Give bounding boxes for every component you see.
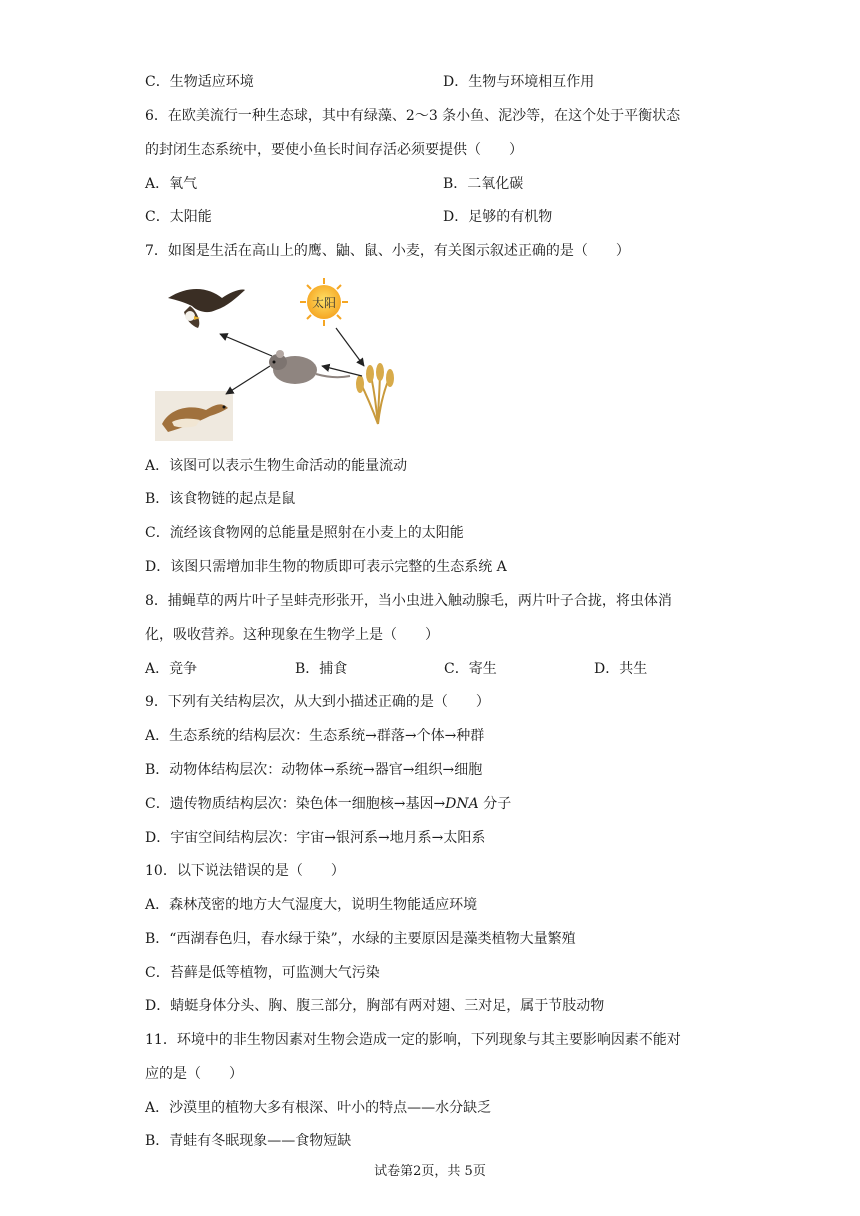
wheat-image [356, 363, 394, 424]
q9-option-c [145, 794, 511, 814]
q7-stem: 7．如图是生活在高山上的鹰、鼬、鼠、小麦，有关图示叙述正确的是（ ） [145, 243, 630, 259]
q9-option-c-suffix: 分子 [478, 796, 512, 812]
q10-option-b: B．“西湖春色归，春水绿于染”，水绿的主要原因是藻类植物大量繁殖 [145, 931, 576, 947]
q8-stem-line1: 8．捕蝇草的两片叶子呈蚌壳形张开，当小虫进入触动腺毛，两片叶子合拢，将虫体消 [145, 593, 672, 609]
q7-option-b: B．该食物链的起点是鼠 [145, 491, 296, 507]
eagle-image [168, 289, 245, 328]
q10-stem: 10．以下说法错误的是（ ） [145, 863, 345, 879]
q5-option-d: D．生物与环境相互作用 [443, 74, 595, 90]
q9-stem: 9．下列有关结构层次，从大到小描述正确的是（ ） [145, 694, 490, 710]
q9-option-c-text: C．遗传物质结构层次：染色体一细胞核→基因→ [145, 796, 446, 812]
q6-option-a: A．氧气 [145, 176, 198, 192]
q6-stem-line1: 6．在欧美流行一种生态球，其中有绿藻、2～3 条小鱼、泥沙等，在这个处于平衡状态 [145, 108, 681, 124]
q5-option-c: C．生物适应环境 [145, 74, 254, 90]
q6-option-d: D．足够的有机物 [443, 209, 553, 225]
q8-option-c: C．寄生 [444, 661, 497, 677]
q6-stem-line2: 的封闭生态系统中，要使小鱼长时间存活必须要提供（ ） [145, 142, 523, 158]
q10-option-d: D．蜻蜓身体分头、胸、腹三部分，胸部有两对翅、三对足，属于节肢动物 [145, 998, 605, 1014]
arrow-sun-to-wheat [336, 328, 364, 366]
q8-option-b: B．捕食 [295, 661, 348, 677]
food-web-figure [150, 276, 400, 446]
q7-option-a: A．该图可以表示生物生命活动的能量流动 [145, 458, 408, 474]
q11-stem-line1: 11．环境中的非生物因素对生物会造成一定的影响，下列现象与其主要影响因素不能对 [145, 1032, 681, 1048]
arrow-mouse-to-weasel [226, 366, 270, 394]
q6-option-b: B．二氧化碳 [443, 176, 524, 192]
q10-option-a: A．森林茂密的地方大气湿度大，说明生物能适应环境 [145, 897, 478, 913]
weasel-image [155, 391, 233, 441]
q11-option-b: B．青蛙有冬眠现象——食物短缺 [145, 1133, 352, 1149]
q11-option-a: A．沙漠里的植物大多有根深、叶小的特点——水分缺乏 [145, 1100, 492, 1116]
q7-option-c: C．流经该食物网的总能量是照射在小麦上的太阳能 [145, 525, 464, 541]
mouse-image [269, 350, 350, 384]
dna-term: DNA [445, 796, 479, 812]
food-web-diagram [150, 276, 400, 446]
sun-icon [300, 278, 348, 326]
q8-option-d: D．共生 [594, 661, 648, 677]
arrow-wheat-to-mouse [322, 366, 362, 376]
q8-option-a: A．竞争 [145, 661, 198, 677]
q11-stem-line2: 应的是（ ） [145, 1066, 243, 1082]
sun-label: 太阳 [311, 296, 337, 310]
q8-stem-line2: 化，吸收营养。这种现象在生物学上是（ ） [145, 627, 439, 643]
q9-option-d: D．宇宙空间结构层次：宇宙→银河系→地月系→太阳系 [145, 830, 486, 846]
q9-option-b: B．动物体结构层次：动物体→系统→器官→组织→细胞 [145, 762, 483, 778]
q9-option-a: A．生态系统的结构层次：生态系统→群落→个体→种群 [145, 728, 485, 744]
q7-option-d: D．该图只需增加非生物的物质即可表示完整的生态系统 A [145, 559, 507, 575]
q10-option-c: C．苔藓是低等植物，可监测大气污染 [145, 965, 380, 981]
arrow-mouse-to-eagle [220, 334, 272, 356]
q6-option-c: C．太阳能 [145, 209, 212, 225]
page-footer: 试卷第2页，共 5页 [374, 1164, 486, 1179]
